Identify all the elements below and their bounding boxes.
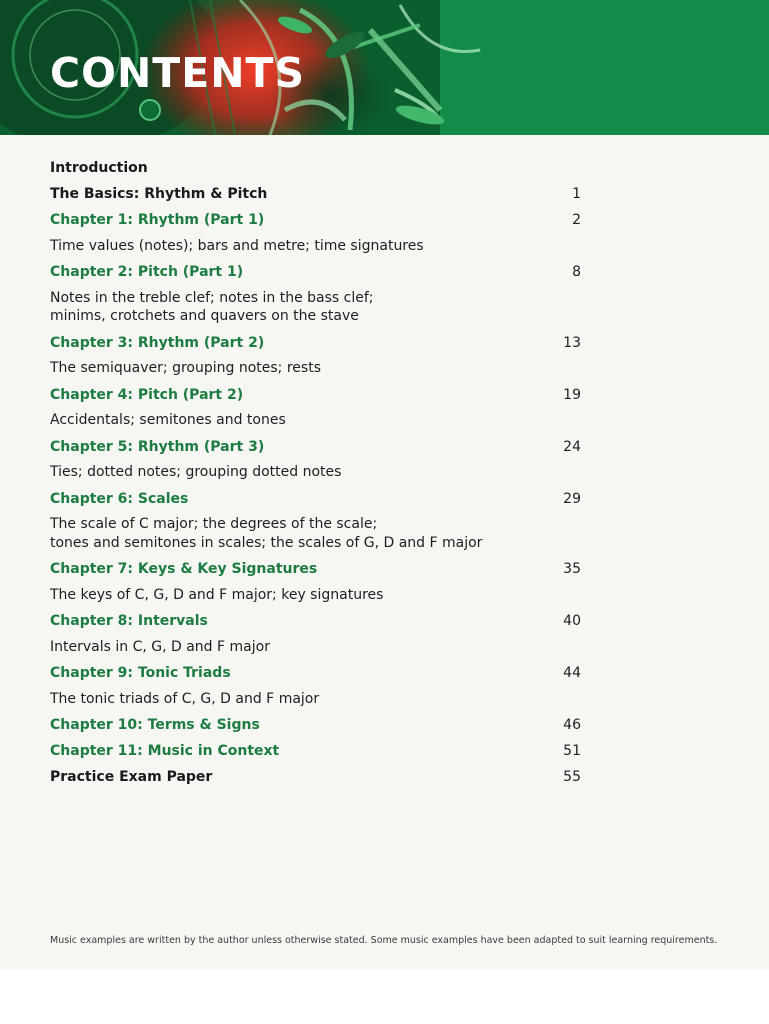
toc-page-number: 19 bbox=[563, 386, 581, 403]
toc-entry-title: Chapter 4: Pitch (Part 2) bbox=[50, 386, 244, 403]
toc-description-text: The semiquaver; grouping notes; rests bbox=[50, 360, 321, 376]
toc-description bbox=[50, 356, 581, 382]
toc-description-text: The tonic triads of C, G, D and F major bbox=[50, 690, 320, 707]
toc-page-number: 1 bbox=[572, 186, 581, 202]
toc-page-number: 51 bbox=[563, 743, 581, 759]
toc-page-number: 44 bbox=[563, 665, 581, 681]
toc-entry[interactable] bbox=[50, 738, 581, 764]
toc-entry[interactable] bbox=[50, 382, 581, 408]
toc-page-number: 55 bbox=[563, 769, 581, 785]
toc-description bbox=[50, 408, 581, 434]
toc-entry[interactable] bbox=[50, 486, 581, 512]
toc-description bbox=[50, 460, 581, 486]
toc-entry-title: Chapter 5: Rhythm (Part 3) bbox=[50, 438, 265, 455]
toc-page-number: 24 bbox=[563, 438, 581, 455]
toc-entry[interactable] bbox=[50, 660, 581, 686]
toc-page-number: 40 bbox=[563, 613, 581, 629]
toc-entry-title: Chapter 10: Terms & Signs bbox=[50, 717, 260, 733]
toc-entry[interactable] bbox=[50, 181, 581, 207]
toc-description-text: The scale of C major; the degrees of the scale; tones and semitones in scales; the scales of G, D and F major bbox=[50, 516, 483, 551]
toc-page-number: 2 bbox=[572, 212, 581, 228]
toc-entry[interactable] bbox=[50, 556, 581, 582]
toc-entry[interactable] bbox=[50, 712, 581, 738]
header-banner bbox=[0, 0, 769, 135]
toc-entry-title: Chapter 11: Music in Context bbox=[50, 743, 280, 759]
toc-description bbox=[50, 512, 581, 557]
toc-entry-title: Chapter 2: Pitch (Part 1) bbox=[50, 264, 244, 280]
toc-page-number: 35 bbox=[563, 561, 581, 577]
toc-description bbox=[50, 582, 581, 608]
toc-entry-title: Chapter 7: Keys & Key Signatures bbox=[50, 561, 318, 577]
toc-entry-title: The Basics: Rhythm & Pitch bbox=[50, 186, 268, 202]
toc-entry-title: Chapter 3: Rhythm (Part 2) bbox=[50, 334, 265, 351]
toc-entry-title: Practice Exam Paper bbox=[50, 769, 213, 785]
toc-page-number: 29 bbox=[563, 490, 581, 507]
toc-entry[interactable] bbox=[50, 764, 581, 790]
toc-description-text: Accidentals; semitones and tones bbox=[50, 412, 286, 428]
toc-entry[interactable] bbox=[50, 155, 581, 181]
toc-entry-title: Chapter 8: Intervals bbox=[50, 613, 208, 629]
footnote: Music examples are written by the author unless otherwise stated. Some music examples have been adapted to suit learning requirements. bbox=[50, 935, 718, 946]
toc-entry[interactable] bbox=[50, 330, 581, 356]
toc-description bbox=[50, 285, 581, 330]
page-title: CONTENTS bbox=[50, 49, 306, 97]
toc-description bbox=[50, 233, 581, 259]
toc-entry-title: Chapter 9: Tonic Triads bbox=[50, 665, 231, 681]
toc-entry[interactable] bbox=[50, 608, 581, 634]
toc-page-number: 13 bbox=[563, 334, 581, 351]
toc-page-number: 8 bbox=[572, 264, 581, 280]
toc-entry-title: Chapter 6: Scales bbox=[50, 490, 189, 507]
toc-description-text: The keys of C, G, D and F major; key signatures bbox=[50, 586, 384, 603]
toc-description-text: Time values (notes); bars and metre; time signatures bbox=[50, 237, 424, 254]
toc-entry-title: Introduction bbox=[50, 160, 148, 176]
toc-entry[interactable] bbox=[50, 434, 581, 460]
toc-description bbox=[50, 686, 581, 712]
toc-entry-title: Chapter 1: Rhythm (Part 1) bbox=[50, 212, 265, 228]
toc-description-text: Ties; dotted notes; grouping dotted notes bbox=[50, 464, 342, 480]
toc-description bbox=[50, 634, 581, 660]
table-of-contents bbox=[50, 155, 581, 790]
toc-page-number: 46 bbox=[563, 717, 581, 733]
toc-description-text: Notes in the treble clef; notes in the bass clef; minims, crotchets and quavers on the stave bbox=[50, 289, 374, 324]
toc-entry[interactable] bbox=[50, 207, 581, 233]
toc-entry[interactable] bbox=[50, 259, 581, 285]
toc-description-text: Intervals in C, G, D and F major bbox=[50, 638, 270, 655]
